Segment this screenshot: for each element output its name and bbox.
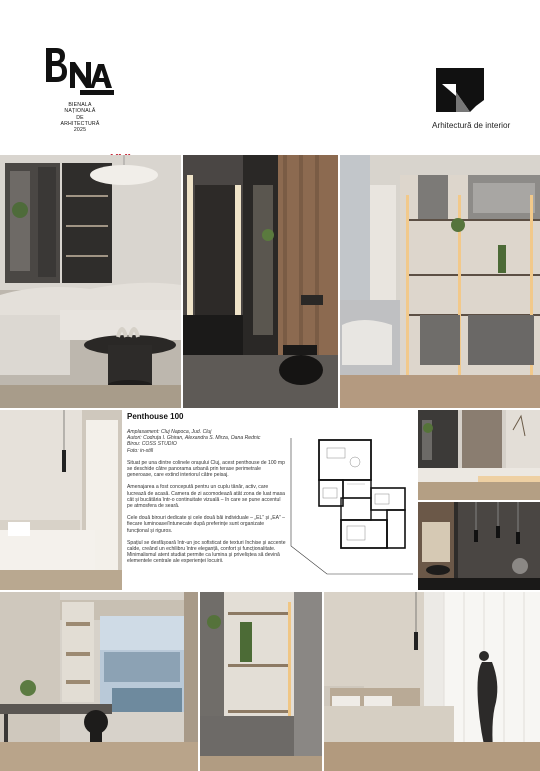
photo-shelving-wall — [340, 155, 540, 408]
meta-photo: Foto: in-still — [127, 447, 154, 454]
photo-living-room — [0, 155, 181, 408]
photo-office — [0, 592, 198, 771]
floor-plan — [287, 428, 415, 578]
photo-office-shelves — [200, 592, 322, 771]
bna-line: DE — [76, 114, 84, 121]
bna-logo-mark — [40, 42, 120, 100]
project-description — [127, 412, 287, 571]
paragraph: Cele două birouri dedicate și cele două băi individuale – „EL” și „EA” – fiecare luminoase/întunecate după preferințe sunt organizate funcțional și riguros. — [127, 515, 285, 534]
photo-bathroom — [183, 155, 338, 408]
meta-location: Amplasament: Cluj Napoca, Jud. Cluj — [127, 429, 212, 435]
project-title: Penthouse 100 — [127, 412, 184, 421]
meta-office: Birou: COSS STUDIO — [127, 441, 177, 448]
bna-line: BIENALA — [68, 102, 92, 108]
floor-plan-drawing — [287, 428, 415, 578]
photo-bedroom-left — [0, 410, 122, 590]
project-meta — [127, 429, 287, 454]
paragraph: Situat pe una dintre colinele orașului Cluj, acest penthouse de 100 mp se deschide către panorama urbană prin terase perimetrale generoase, care extind interiorul către peisaj. — [127, 459, 286, 479]
paragraph: Spațiul se desfășoară într-un joc sofisticat de texturi închise și accente calde, creând un echilibru între eleganță, confort și funcționalitate. Minimalismul atent studiat permite ca lumina și priveliștea să devină elementele centrale ale experienței locuirii. — [127, 539, 286, 565]
paragraph: Amenajarea a fost concepută pentru un cuplu tânăr, activ, care lucrează de acasă. Camera de zi acomodează atât zona de luat masa cât și bucătăria într-o continuitate vizuală – în care se pune accentul pe atmosfera de seară. — [127, 484, 285, 510]
bna-line: ARHITECTURĂ — [60, 120, 100, 127]
section-label: Arhitectură de interior — [432, 121, 511, 130]
bna-logo — [40, 42, 130, 142]
bna-line: 2025 — [73, 127, 87, 134]
photo-dining — [418, 502, 540, 590]
bna-logo-text — [50, 102, 110, 133]
photo-master-bedroom — [324, 592, 540, 771]
bna-line: NAȚIONALĂ — [64, 108, 96, 115]
interior-architecture-icon — [432, 66, 488, 114]
photo-kitchen — [418, 410, 540, 500]
interior-architecture-logo — [430, 66, 520, 114]
meta-authors: Autori: Codruța I. Ghiran, Alexandra S. Mirza, Oana Rednic — [127, 435, 261, 442]
